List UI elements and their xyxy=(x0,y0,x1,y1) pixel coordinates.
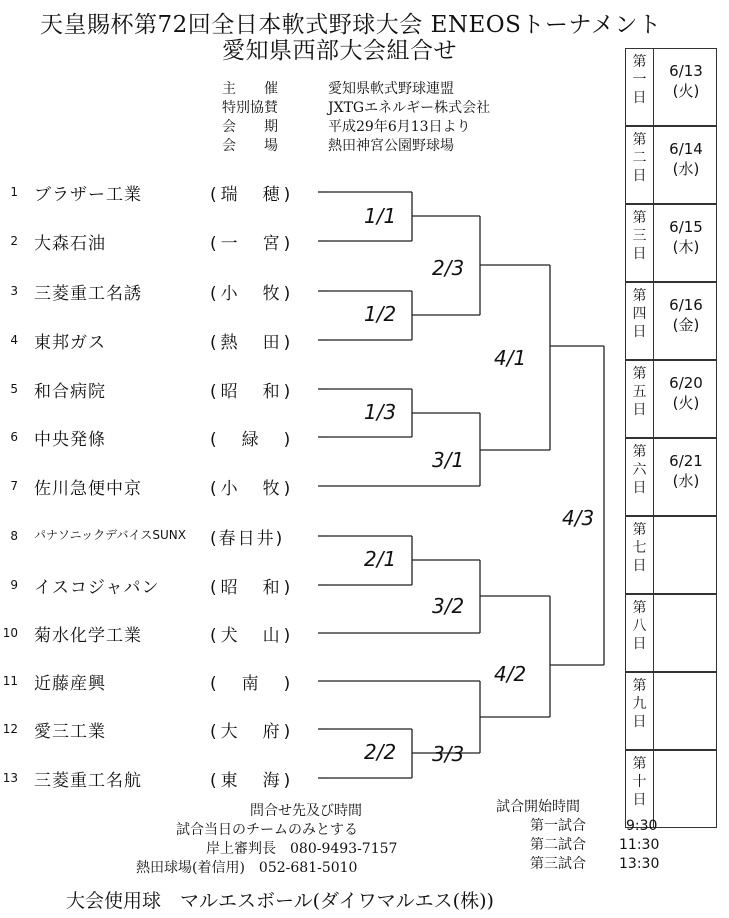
team-number: 7 xyxy=(10,479,18,493)
day-cell xyxy=(625,594,717,672)
team-number: 4 xyxy=(10,333,18,347)
team-name: 菊水化学工業 xyxy=(34,626,142,646)
match-label: 3/3 xyxy=(432,742,465,766)
match-label: 2/2 xyxy=(364,740,397,764)
team-row xyxy=(0,621,320,645)
day-name: 第 七 日 xyxy=(626,517,654,593)
team-city: (犬 山) xyxy=(210,626,295,646)
game-label: 第一試合 xyxy=(530,818,586,834)
match-label: 3/2 xyxy=(432,594,465,618)
team-city: (一 宮) xyxy=(210,234,295,254)
team-number: 10 xyxy=(2,626,18,640)
team-name: 大森石油 xyxy=(34,234,106,254)
team-city: (小 牧) xyxy=(210,284,295,304)
contact-heading: 問合せ先及び時間 xyxy=(250,803,362,819)
team-name: 近藤産興 xyxy=(34,674,106,694)
match-label: 3/1 xyxy=(432,448,465,472)
team-name: 三菱重工名誘 xyxy=(34,284,142,304)
team-city: ( 南 ) xyxy=(210,674,295,694)
team-name: 和合病院 xyxy=(34,382,106,402)
team-name: 中央発條 xyxy=(34,430,106,450)
day-cell xyxy=(625,672,717,750)
day-name: 第 六 日 xyxy=(626,439,654,515)
team-city: (春日井) xyxy=(210,529,285,549)
team-number: 6 xyxy=(10,430,18,444)
day-cell xyxy=(625,360,717,438)
game-time: 9:30 xyxy=(626,818,658,834)
info-value: JXTGエネルギー株式会社 xyxy=(328,100,491,116)
match-label: 2/3 xyxy=(432,256,465,280)
contact-line: 熱田球場(着信用) 052-681-5010 xyxy=(136,860,358,876)
team-city: (熱 田) xyxy=(210,333,295,353)
day-date: 6/20 (火) xyxy=(669,374,703,412)
team-name: 三菱重工名航 xyxy=(34,771,142,791)
day-name: 第 十 日 xyxy=(626,751,654,827)
contact-line: 岸上審判長 080-9493-7157 xyxy=(206,841,398,857)
info-label: 会 期 xyxy=(222,119,278,135)
team-city: (昭 和) xyxy=(210,578,295,598)
day-cell xyxy=(625,516,717,594)
game-label: 第二試合 xyxy=(530,837,586,853)
day-cell xyxy=(625,438,717,516)
title-line-1: 天皇賜杯第72回全日本軟式野球大会 ENEOSトーナメント xyxy=(40,12,662,38)
team-row xyxy=(0,180,320,204)
team-row xyxy=(0,766,320,790)
game-time: 11:30 xyxy=(619,837,660,853)
contact-line: 試合当日のチームのみとする xyxy=(176,822,358,838)
team-row xyxy=(0,229,320,253)
day-cell xyxy=(625,204,717,282)
match-label-final: 4/3 xyxy=(562,506,595,530)
team-name: 愛三工業 xyxy=(34,722,106,742)
official-ball: 大会使用球 マルエスボール(ダイワマルエス(株)) xyxy=(66,890,494,912)
info-value: 愛知県軟式野球連盟 xyxy=(328,81,454,97)
game-label: 第三試合 xyxy=(530,856,586,872)
team-row xyxy=(0,328,320,352)
day-date: 6/21 (水) xyxy=(669,452,703,490)
schedule-heading: 試合開始時間 xyxy=(496,799,580,815)
match-label: 1/2 xyxy=(364,302,397,326)
team-row xyxy=(0,425,320,449)
team-name: イスコジャパン xyxy=(34,578,160,598)
day-date: 6/13 (火) xyxy=(669,62,703,100)
team-row xyxy=(0,524,320,548)
team-number: 11 xyxy=(2,674,18,688)
day-cell xyxy=(625,48,717,126)
match-label: 4/1 xyxy=(494,346,527,370)
day-date: 6/15 (木) xyxy=(669,218,703,256)
match-label: 4/2 xyxy=(494,662,527,686)
team-number: 3 xyxy=(10,284,18,298)
team-row xyxy=(0,669,320,693)
info-label: 特別協賛 xyxy=(222,100,278,116)
match-label: 2/1 xyxy=(364,547,397,571)
info-label: 会 場 xyxy=(222,138,278,154)
team-row xyxy=(0,279,320,303)
team-number: 13 xyxy=(2,771,18,785)
team-city: (瑞 穂) xyxy=(210,185,295,205)
day-name: 第 三 日 xyxy=(626,205,654,281)
team-row xyxy=(0,377,320,401)
info-label: 主 催 xyxy=(222,81,278,97)
day-cell xyxy=(625,282,717,360)
team-number: 2 xyxy=(10,234,18,248)
team-city: (大 府) xyxy=(210,722,295,742)
team-row xyxy=(0,717,320,741)
team-name: ブラザー工業 xyxy=(34,185,142,205)
day-name: 第 八 日 xyxy=(626,595,654,671)
info-value: 平成29年6月13日より xyxy=(328,119,471,135)
match-label: 1/1 xyxy=(364,204,397,228)
team-city: (昭 和) xyxy=(210,382,295,402)
team-city: (東 海) xyxy=(210,771,295,791)
day-name: 第 四 日 xyxy=(626,283,654,359)
info-value: 熱田神宮公園野球場 xyxy=(328,138,454,154)
title-line-2: 愛知県西部大会組合せ xyxy=(222,38,457,64)
team-name: 東邦ガス xyxy=(34,333,106,353)
team-city: (小 牧) xyxy=(210,479,295,499)
team-row xyxy=(0,573,320,597)
day-date: 6/16 (金) xyxy=(669,296,703,334)
day-cell xyxy=(625,126,717,204)
team-name: 佐川急便中京 xyxy=(34,479,142,499)
day-date: 6/14 (水) xyxy=(669,140,703,178)
team-row xyxy=(0,474,320,498)
team-number: 8 xyxy=(10,529,18,543)
team-name: パナソニックデバイスSUNX xyxy=(34,528,186,542)
day-name: 第 二 日 xyxy=(626,127,654,203)
day-name: 第 五 日 xyxy=(626,361,654,437)
day-name: 第 一 日 xyxy=(626,49,654,125)
team-city: ( 緑 ) xyxy=(210,430,295,450)
team-number: 12 xyxy=(2,722,18,736)
match-label: 1/3 xyxy=(364,400,397,424)
team-number: 9 xyxy=(10,578,18,592)
team-number: 5 xyxy=(10,382,18,396)
team-number: 1 xyxy=(10,185,18,199)
game-time: 13:30 xyxy=(619,856,660,872)
day-name: 第 九 日 xyxy=(626,673,654,749)
